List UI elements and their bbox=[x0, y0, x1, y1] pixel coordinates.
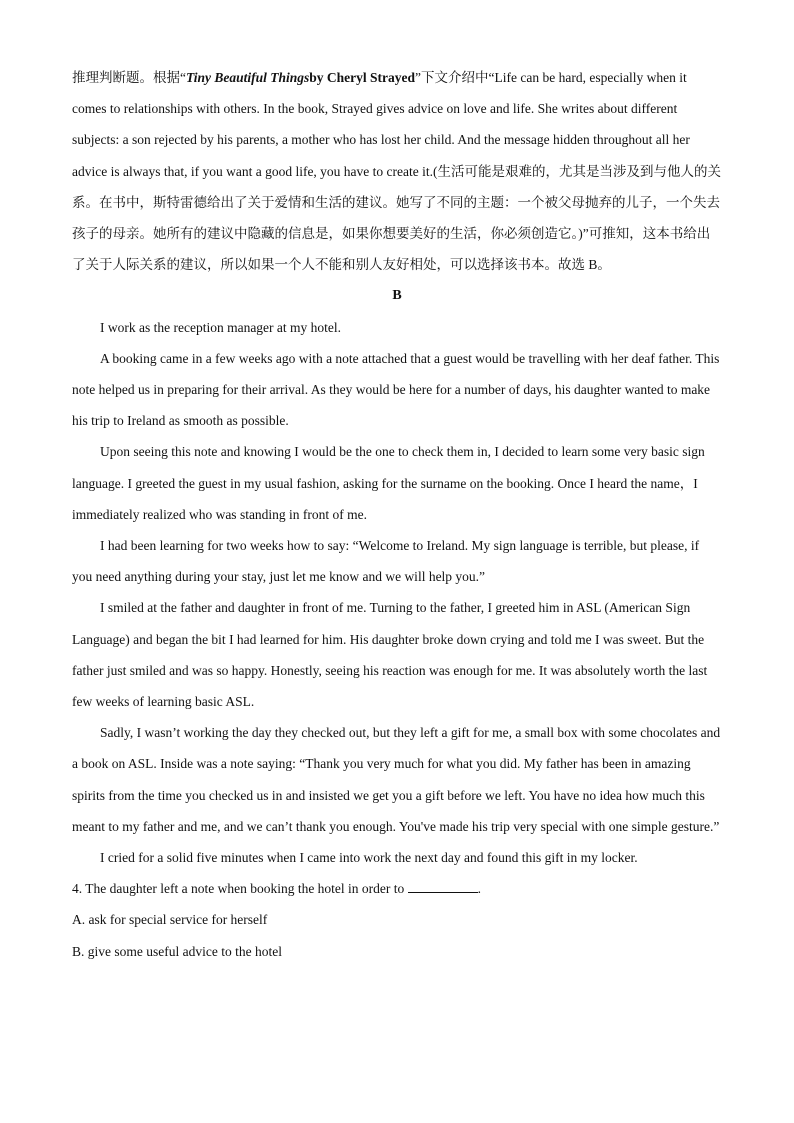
explanation-body: ”下文介绍中“Life can be hard, especially when it comes to relationships with others. In the book, Strayed gives advice on love and life. She writes about different subjects: a son rejected by his parents, a mother who has lost her child. And the message hidden throughout all her advice is always that, if you want a good life, you have to create it.(生活可能是艰难的，尤其是当涉及到与他人的关系。在书中，斯特雷德给出了关于爱情和生活的建议。她写了不同的主题：一个被父母抛弃的儿子，一个失去孩子的母亲。她所有的建议中隐藏的信息是，如果你想要美好的生活，你必须创造它。)”可推知，这本书给出了关于人际关系的建议，所以如果一个人不能和别人友好相处，可以选择该书本。故选 B。 bbox=[72, 70, 722, 273]
book-author: by Cheryl Strayed bbox=[309, 70, 416, 85]
option-b: B. give some useful advice to the hotel bbox=[72, 943, 282, 959]
passage-paragraph-4: I had been learning for two weeks how to say: “Welcome to Ireland. My sign language is terrible, but please, if you need anything during your stay, just let me know and we will help you.” bbox=[72, 538, 700, 585]
option-a: A. ask for special service for herself bbox=[72, 912, 268, 928]
question-text: 4. The daughter left a note when booking the hotel in order to bbox=[72, 881, 408, 897]
passage-paragraph-1: I work as the reception manager at my hotel. bbox=[100, 319, 342, 335]
question-stem bbox=[72, 873, 722, 904]
answer-blank bbox=[408, 880, 478, 893]
book-title: Tiny Beautiful Things bbox=[186, 70, 310, 85]
passage-paragraph-3: Upon seeing this note and knowing I would be the one to check them in, I decided to learn some very basic sign language. I greeted the guest in my usual fashion, asking for the surname on the booking. Once I heard the name，I immediately realized who was standing in front of me. bbox=[72, 444, 705, 522]
document-page bbox=[72, 62, 722, 967]
question-end: . bbox=[477, 881, 482, 897]
explanation-paragraph bbox=[72, 62, 722, 280]
passage-paragraph-7: I cried for a solid five minutes when I came into work the next day and found this gift in my locker. bbox=[100, 850, 638, 866]
explanation-lead: 推理判断题。根据“ bbox=[72, 70, 186, 85]
section-title: B bbox=[392, 288, 402, 304]
passage-paragraph-6: Sadly, I wasn’t working the day they checked out, but they left a gift for me, a small box with some chocolates and a book on ASL. Inside was a note saying: “Thank you very much for what you did. My father has been in amazing spirits from the time you checked us in and insisted we get you a gift before we left. You have no idea how much this meant to my father and me, and we can’t thank you enough. You've made his trip very special with one simple gesture.” bbox=[72, 725, 721, 834]
passage-paragraph-2: A booking came in a few weeks ago with a note attached that a guest would be travelling with her deaf father. This note helped us in preparing for their arrival. As they would be here for a number of days, his daughter wanted to make his trip to Ireland as smooth as possible. bbox=[72, 350, 720, 429]
passage-paragraph-5: I smiled at the father and daughter in front of me. Turning to the father, I greeted him in ASL (American Sign Language) and began the bit I had learned for him. His daughter broke down crying and told me I was sweet. But the father just smiled and was so happy. Honestly, seeing his reaction was enough for me. It was absolutely worth the last few weeks of learning basic ASL. bbox=[72, 600, 708, 710]
